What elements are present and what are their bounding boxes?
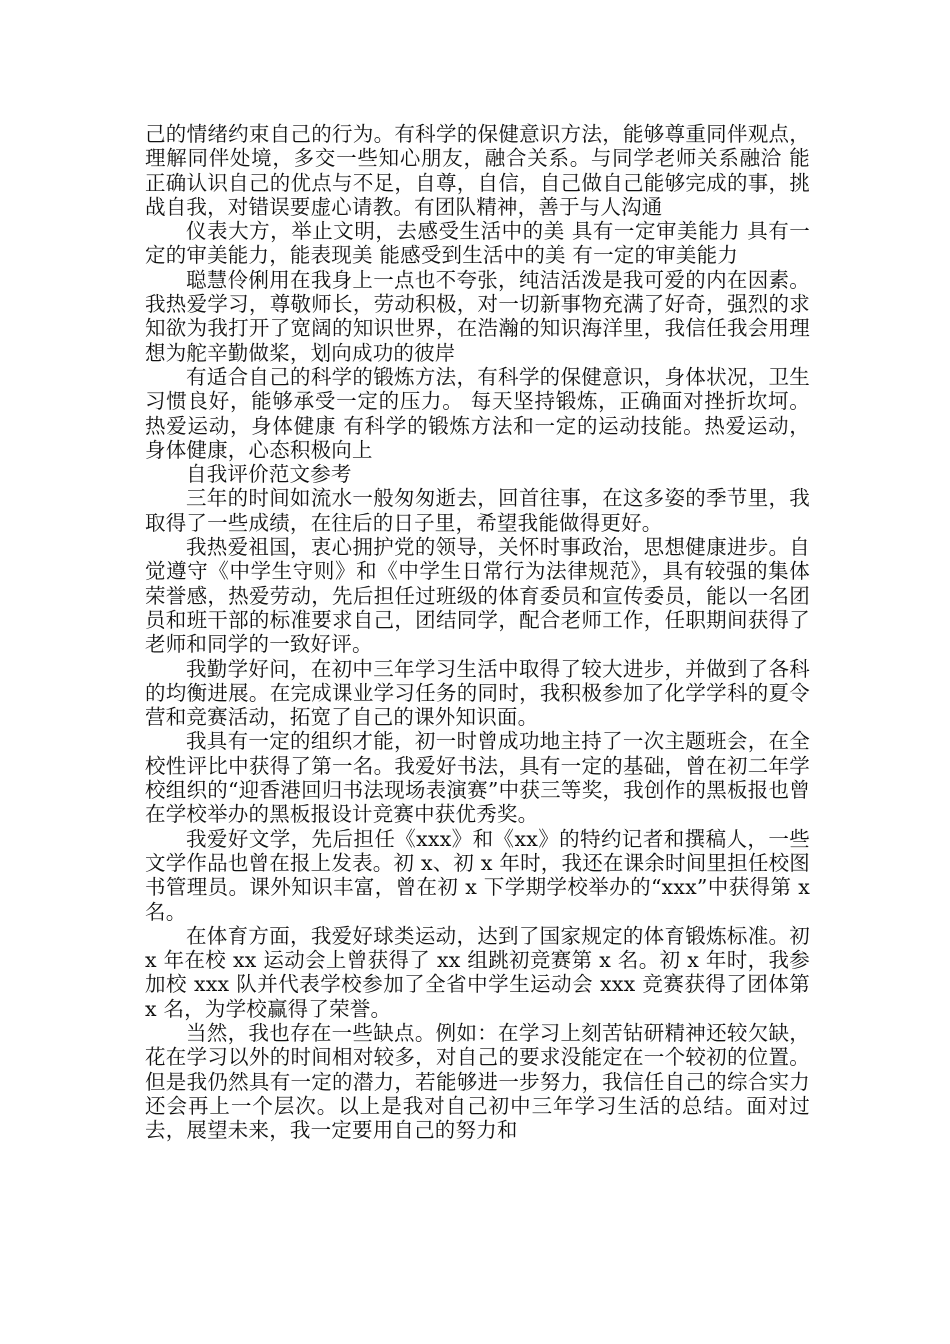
- paragraph: 我勤学好问，在初中三年学习生活中取得了较大进步，并做到了各科的均衡进展。在完成课业学习任务的同时，我积极参加了化学学科的夏令营和竞赛活动，拓宽了自己的课外知识面。: [145, 656, 810, 730]
- document-body: [145, 122, 810, 1142]
- paragraph: 我爱好文学，先后担任《xxx》和《xx》的特约记者和撰稿人，一些文学作品也曾在报上发表。初 x、初 x 年时，我还在课余时间里担任校图书管理员。课外知识丰富，曾在初 x 下学期学校举办的“xxx”中获得第 x 名。: [145, 826, 810, 924]
- section-heading: 自我评价范文参考: [186, 462, 352, 487]
- paragraph: 聪慧伶俐用在我身上一点也不夸张，纯洁活泼是我可爱的内在因素。我热爱学习，尊敬师长，劳动积极，对一切新事物充满了好奇，强烈的求知欲为我打开了宽阔的知识世界，在浩瀚的知识海洋里，我信任我会用理想为舵辛勤做桨，划向成功的彼岸: [145, 267, 810, 365]
- paragraph: 仪表大方，举止文明，去感受生活中的美 具有一定审美能力 具有一定的审美能力，能表现美 能感受到生活中的美 有一定的审美能力: [145, 219, 810, 268]
- paragraph: 我具有一定的组织才能，初一时曾成功地主持了一次主题班会，在全校性评比中获得了第一名。我爱好书法，具有一定的基础，曾在初二年学校组织的“迎香港回归书法现场表演赛”中获三等奖，我创作的黑板报也曾在学校举办的黑板报设计竞赛中获优秀奖。: [145, 729, 810, 827]
- paragraph: 己的情绪约束自己的行为。有科学的保健意识方法，能够尊重同伴观点，理解同伴处境，多交一些知心朋友，融合关系。与同学老师关系融洽 能正确认识自己的优点与不足，自尊，自信，自己做自己能够完成的事，挑战自我，对错误要虚心请教。有团队精神，善于与人沟通: [145, 122, 810, 219]
- paragraph: 在体育方面，我爱好球类运动，达到了国家规定的体育锻炼标准。初 x 年在校 xx 运动会上曾获得了 xx 组跳初竞赛第 x 名。初 x 年时，我参加校 xxx 队并代表学校参加了全省中学生运动会 xxx 竞赛获得了团体第 x 名，为学校赢得了荣誉。: [145, 923, 810, 1021]
- paragraph: 当然，我也存在一些缺点。例如：在学习上刻苦钻研精神还较欠缺，花在学习以外的时间相对较多，对自己的要求没能定在一个较初的位置。但是我仍然具有一定的潜力，若能够进一步努力，我信任自己的综合实力还会再上一个层次。以上是我对自己初中三年学习生活的总结。面对过去，展望未来，我一定要用自己的努力和: [145, 1020, 810, 1143]
- paragraph: 三年的时间如流水一般匆匆逝去，回首往事，在这多姿的季节里，我取得了一些成绩，在往后的日子里，希望我能做得更好。: [145, 486, 810, 535]
- paragraph: 有适合自己的科学的锻炼方法，有科学的保健意识，身体状况，卫生习惯良好，能够承受一定的压力。 每天坚持锻炼，正确面对挫折坎坷。 热爱运动，身体健康 有科学的锻炼方法和一定的运动技能。热爱运动，身体健康，心态积极向上: [145, 364, 810, 462]
- paragraph: 我热爱祖国，衷心拥护党的领导，关怀时事政治，思想健康进步。自觉遵守《中学生守则》和《中学生日常行为法律规范》，具有较强的集体荣誉感，热爱劳动，先后担任过班级的体育委员和宣传委员，能以一名团员和班干部的标准要求自己，团结同学，配合老师工作，任职期间获得了老师和同学的一致好评。: [145, 535, 810, 657]
